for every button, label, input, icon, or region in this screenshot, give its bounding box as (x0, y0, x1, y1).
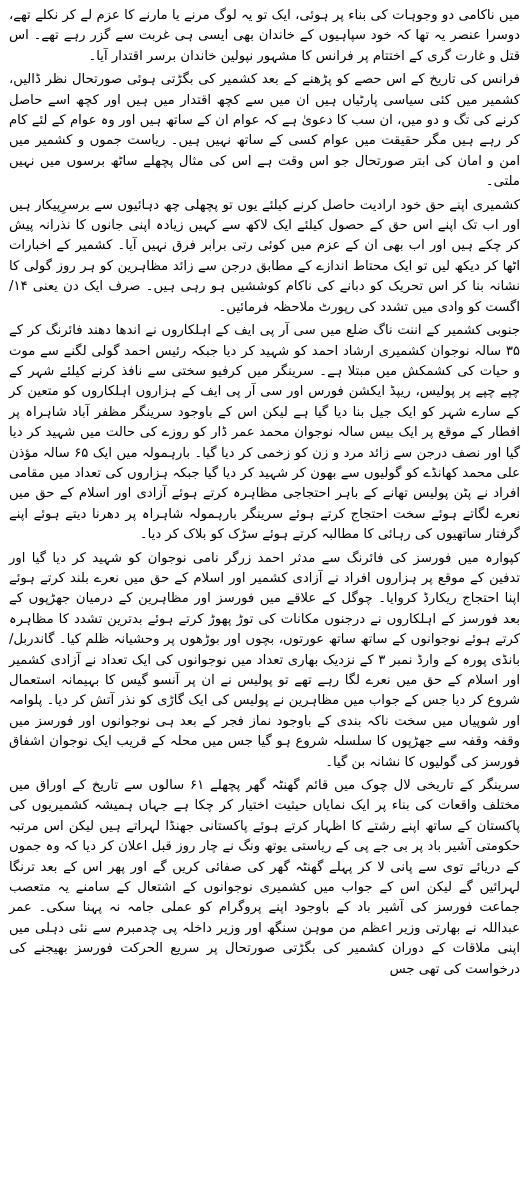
paragraph-6: سرینگر کے تاریخی لال چوک میں قائم گھنٹہ گھر پچھلے ۶۱ سالوں سے تاریخ کے اوراق میں مختلف واقعات کی بناء پر ایک نمایاں حیثیت اختیار کر چکا ہے جہاں ہمیشہ کشمیریوں کی پاکستان کے ساتھ اپنے رشتے کا اظہار کرتے ہوئے پاکستانی جھنڈا لہراتے ہیں لیکن اس مرتبہ حکومتی آشیر باد پر بی جے پی کے ریاستی یوتھ ونگ نے چار روز قبل اعلان کر دیا کہ وہ جموں کے دریائے توی سے پانی لا کر پہلے گھنٹہ گھر کی صفائی کریں گے اور پھر اس کے بعد ترنگا لہرائیں گے لیکن اس کے جواب میں کشمیری نوجوانوں کے اشتعال کے سامنے یہ متعصب جماعت فورسز کی آشیر باد کے باوجود اپنے پروگرام کو عملی جامہ نہ پہنا سکی۔ عمر عبداللہ نے بھارتی وزیر اعظم من موہن سنگھ اور وزیر داخلہ پی چدمبرم سے نئی دہلی میں اپنی ملاقات کے دوران کشمیر کی بگڑتی صورتحال پر سریع الحرکت فورسز بھیجنے کی درخواست کی تھی جس (9, 778, 520, 977)
article-body (9, 6, 520, 980)
paragraph-1: میں ناکامی دو وجوہات کی بناء پر ہوئی، ایک تو یہ لوگ مرنے یا مارنے کا عزم لے کر نکلے تھے، دوسرا عنصر یہ تھا کہ خود سپاہیوں کے خاندان بھی ایسی ہی غربت سے گزر رہے تھے۔ اس قتل و غارت گری کے اختتام پر فرانس کا مشہور نپولین خاندان برسر اقتدار آیا۔ (9, 8, 520, 64)
paragraph-5: کپوارہ میں فورسز کی فائرنگ سے مدثر احمد زرگر نامی نوجوان کو شہید کر دیا گیا اور تدفین کے موقع پر ہزاروں افراد نے آزادی کشمیر اور اسلام کے حق میں نعرے بلند کرتے ہوئے اپنا احتجاج ریکارڈ کروایا۔ چوگل کے علاقے میں فورسز اور مظاہرین کے درمیان جھڑپوں کے بعد فورسز کے اہلکاروں نے درجنوں مکانات کی توڑ پھوڑ کرتے ہوئے بدترین تشدد کا مظاہرہ کرتے ہوئے نوجوانوں کے ساتھ ساتھ عورتوں، بچوں اور بوڑھوں پر وحشیانہ ظلم کیا۔ گاندربل/ بانڈی پورہ کے وارڈ نمبر ۳ کے نزدیک بھاری تعداد میں نوجوانوں کی ایک تعداد نے آزادی کشمیر اور اسلام کے حق میں نعرے لگا رہے تھے تو پولیس نے ان پر آنسو گیس کا بہیمانہ استعمال شروع کر دیا جس کے جواب میں مظاہرین نے پولیس کی ایک گاڑی کو نذر آتش کر دیا۔ پلوامہ اور شوپیاں میں سخت ناکہ بندی کے باوجود نماز فجر کے بعد ہی نوجوانوں اور فورسز میں وقفہ وقفہ سے جھڑپوں کا سلسلہ شروع ہو گیا جس میں محلہ کے قریب ایک نوجوان اشفاق فورسز کی گولیوں کا نشانہ بن گیا۔ (9, 550, 520, 770)
paragraph-2: فرانس کی تاریخ کے اس حصے کو پڑھنے کے بعد کشمیر کی بگڑتی ہوئی صورتحال نظر ڈالیں، کشمیر میں کئی سیاسی پارٹیاں ہیں ان میں سے کچھ اقتدار میں ہیں اور کچھ اسے حاصل کرنے کی تگ و دو میں، ان سب کا دعویٰ ہے کہ عوام ان کے ساتھ ہیں اور وہ عوام کے لئے کام کر رہے ہیں مگر حقیقت میں عوام کسی کے ساتھ نہیں ہیں۔ ریاست جموں و کشمیر میں امن و امان کی ابتر صورتحال جو اس وقت ہے اس کی مثال پچھلے ساٹھ برسوں میں نہیں ملتی۔ (9, 72, 520, 190)
paragraph-3: کشمیری اپنے حق خود ارادیت حاصل کرنے کیلئے یوں تو پچھلی چھ دہائیوں سے برسرِپیکار ہیں اور اب تک اپنے اس حق کے حصول کیلئے ایک لاکھ سے کہیں زیادہ اپنی جانوں کا نذرانہ پیش کر چکے ہیں اور اب بھی ان کے عزم میں کوئی رتی برابر فرق نہیں آیا۔ کشمیر کے اخبارات اٹھا کر دیکھ لیں تو ایک محتاط اندازے کے مطابق درجن سے زائد مظاہرین کو ہر روز گولی کا نشانہ بنا کر اس تحریک کو دبانے کی ناکام کوششیں ہو رہی ہیں۔ صرف ایک دن یعنی ۱۴/ اگست کو وادی میں تشدد کی رپورٹ ملاحظہ فرمائیں۔ (9, 197, 520, 315)
paragraph-4: جنوبی کشمیر کے اننت ناگ ضلع میں سی آر پی ایف کے اہلکاروں نے اندھا دھند فائرنگ کر کے ۳۵ سالہ نوجوان کشمیری ارشاد احمد کو شہید کر دیا جبکہ رئیس احمد گولی لگنے سے موت و حیات کی کشمکش میں مبتلا ہے۔ سرینگر میں کرفیو سختی سے نافذ کرنے کیلئے شہر کے چپے چپے پر پولیس، ریپڈ ایکشن فورس اور سی آر پی ایف کے ہزاروں اہلکاروں کو متعین کر کے سارے شہر کو ایک جیل بنا دیا گیا ہے لیکن اس کے باوجود سرینگر مظفر آباد شاہراہ پر افطار کے موقع پر ایک بیس سالہ نوجوان محمد عمر ڈار کو روزے کی حالت میں شہید کر دیا گیا اور نصف درجن سے زائد مرد و زن کو زخمی کر دیا گیا۔ بارہمولہ میں ایک ۶۵ سالہ مؤذن علی محمد کھانڈے کو گولیوں سے بھون کر شہید کر دیا گیا جبکہ ہزاروں کی تعداد میں مقامی افراد نے پٹن پولیس تھانے کے باہر احتجاجی مظاہرہ کرتے ہوئے آزادی اور اسلام کے حق میں نعرے لگاتے ہوئے سخت احتجاج کرتے ہوئے سرینگر بارہمولہ شاہراہ پر دھرنا دیتے ہوئے اپنے گرفتار ساتھیوں کی رہائی کا مطالبہ کرتے ہوئے سڑک کو بلاک کر دیا۔ (9, 323, 520, 543)
